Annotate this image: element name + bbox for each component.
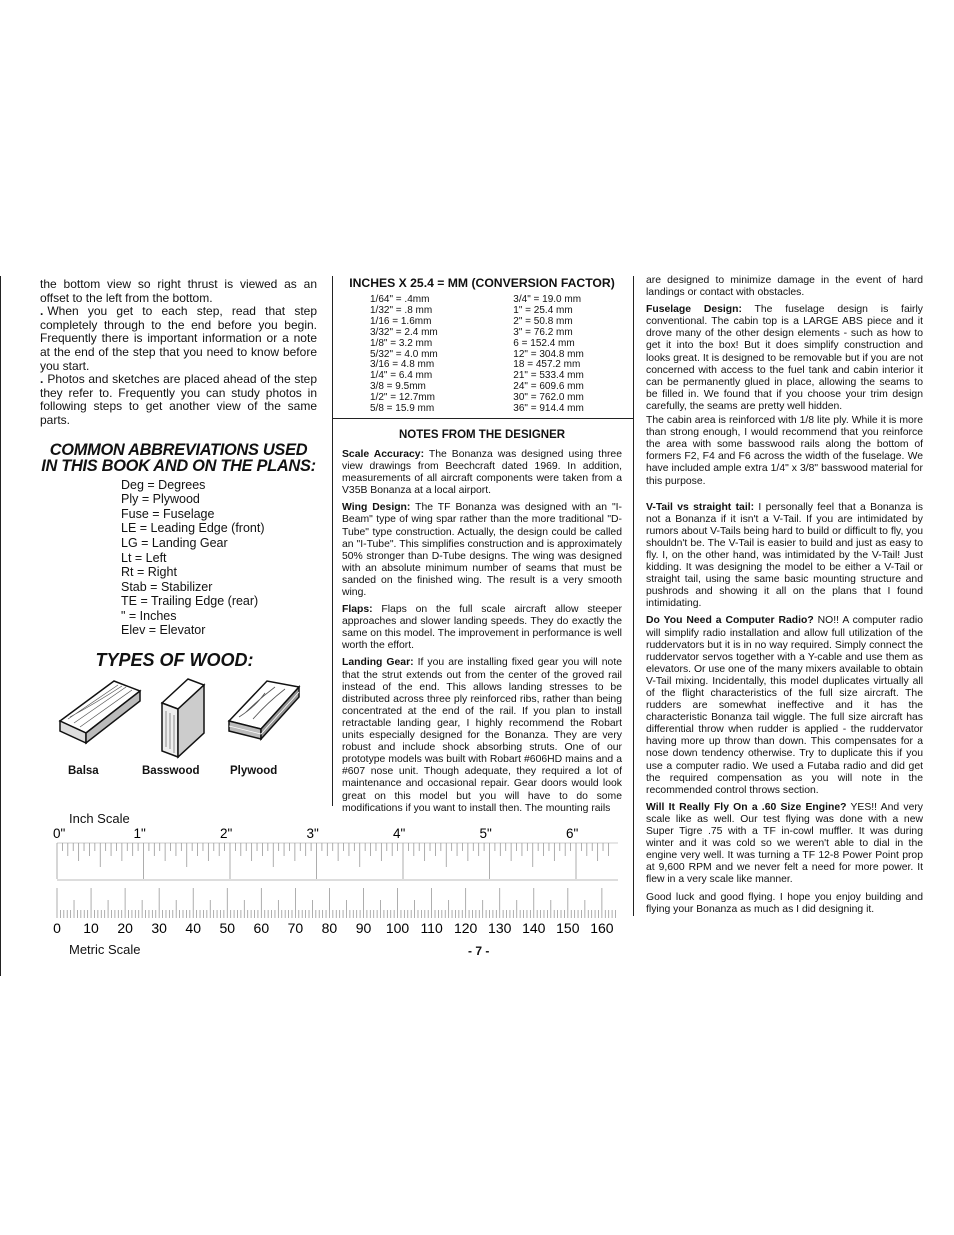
metric-label: 160 [590,920,614,936]
inch-label: 3" [306,826,319,841]
step-tip-paragraph: . When you get to each step, read that step completely through to the end before you begin. Frequently there is important information or a note at the end of the step that you need to know before you start. [40,304,317,373]
inch-label: 0" [53,826,66,841]
conversion-heading: INCHES X 25.4 = MM (CONVERSION FACTOR) [349,276,615,290]
metric-label: 60 [253,920,270,936]
conversion-row: 21" = 533.4 mm [513,370,584,382]
metric-scale-title: Metric Scale [69,942,141,957]
note-flaps: Flaps: Flaps on the full scale aircraft allow steeper approaches and slower landing speeds. They do exactly the same on this model. The improvement in performance is well worth the effort. [342,604,622,652]
conversion-row: 3/4" = 19.0 mm [513,294,582,305]
abbreviation-item: Lt = Left [121,550,167,565]
para-fuselage-design: Fuselage Design: The fuselage design is fairly conventional. The cabin top is a LARGE ABS piece and it drove many of the other design elements - such as how to get it into the box! But it does simplify construction and looks great. It is designed to be removable but if you are not concerned with access to the fuel tank and cabin interior it can be permanently glued in place, allowing the seams to be filled in. We found that if you choose your trim design carefully, the seams are pretty well hidden. [646,304,923,412]
balsa-label: Balsa [68,765,99,778]
para-engine-size: Will It Really Fly On a .60 Size Engine? YES!! And very scale like as well. Our test flying was done with a new Super Tigre .75 with a TF in-cowl muffler. It was during winter and it was cold so we weren't able to dial in the engine very well. It was turning a TF 12-8 Power Point prop at 9,600 RPM and we never felt a need for more power. It flew in a very scale like manner. [646,801,923,886]
conversion-row: 1/32" = .8 mm [370,304,433,316]
conversion-row: 3/8 = 9.5mm [370,381,426,393]
metric-label: 70 [287,920,304,936]
metric-label: 30 [151,920,167,936]
plywood-label: Plywood [230,765,278,778]
inch-label: 1" [133,826,146,841]
abbreviation-item: Fuse = Fuselage [121,506,215,521]
wood-types-heading: TYPES OF WOOD: [95,650,254,671]
metric-label: 110 [420,920,443,936]
abbreviation-item: Stab = Stabilizer [121,579,213,594]
metric-label: 120 [453,920,478,936]
conversion-row: 5/32" = 4.0 mm [370,348,438,360]
abbreviation-item: Rt = Right [121,565,177,580]
conversion-row: 36" = 914.4 mm [513,403,584,415]
basswood-label: Basswood [142,765,200,778]
abbreviation-item: Ply = Plywood [121,492,200,507]
conversion-row: 5/8 = 15.9 mm [370,403,435,415]
para-good-luck: Good luck and good flying. I hope you enjoy building and flying your Bonanza as much as I did designing it. [646,891,923,915]
abbreviation-item: " = Inches [121,608,177,623]
abbreviation-item: TE = Trailing Edge (rear) [121,594,259,609]
conversion-row: 1/64" = .4mm [370,294,430,305]
metric-label: 100 [385,920,410,936]
metric-label: 50 [219,920,236,936]
inch-scale-title: Inch Scale [69,811,130,826]
metric-label: 140 [522,920,546,936]
conversion-row: 12" = 304.8 mm [513,348,584,360]
metric-label: 10 [83,920,99,936]
metric-label: 150 [556,920,580,936]
conversion-row: 1/16 = 1.6mm [370,315,432,327]
para-cabin-area: The cabin area is reinforced with 1/8 lite ply. While it is more than strong enough, I would recommend that you reinforce the area with some basswood rails along the bottom of formers F2, F4 and F6 across the width of the fuselage. We have included ample extra 1/4" x 3/8" basswood material for this purpose. [646,415,923,487]
page-number: - 7 - [468,944,490,958]
inch-label: 2" [220,826,233,841]
metric-label: 40 [185,920,202,936]
conversion-row: 1" = 25.4 mm [513,304,573,316]
metric-label: 20 [117,920,133,936]
intro-paragraph: the bottom view so right thrust is viewed as an offset to the left from the bottom. [40,277,317,305]
conversion-row: 1/8" = 3.2 mm [370,337,433,349]
metric-label: 0 [53,920,61,936]
conversion-row: 2" = 50.8 mm [513,315,573,327]
abbreviation-item: LE = Leading Edge (front) [121,521,265,536]
conversion-row: 18 = 457.2 mm [513,359,581,371]
conversion-row: 30" = 762.0 mm [513,392,584,404]
note-wing-design: Wing Design: The TF Bonanza was designed with an "I-Beam" type of wing spar rather than the more traditional "D-Tube" type construction. Actually, the design could be called an "I-Tube". This simplifies construction and is approximately 50% stronger than D-Tube designs. The wing was designed with an absolute minimum number of seams that must be sanded on the finished wing. The result is a very smooth wing. [342,502,622,598]
inch-label: 4" [393,826,406,841]
metric-label: 90 [355,920,372,936]
conversion-row: 24" = 609.6 mm [513,381,584,393]
abbreviation-item: Deg = Degrees [121,477,206,492]
inch-label: 5" [479,826,492,841]
inch-label: 6" [566,826,579,841]
abbreviation-item: LG = Landing Gear [121,535,228,550]
conversion-row: 3/16 = 4.8 mm [370,359,435,371]
metric-label: 130 [488,920,512,936]
conversion-row: 6 = 152.4 mm [513,337,575,349]
para-computer-radio: Do You Need a Computer Radio? NO!! A computer radio will simplify radio installation and allow full utilization of the ruddervators but it is in no way required. Simply connect the ruddervator servos together with a Y-cable and use them as elevators. Or use one of the many mixers available to obtain V-Tail mixing. Incidentally, this model duplicates virtually all of the flight characteristics of the full size aircraft. The rudders are somewhat ineffective and it has the characteristic Bonanza tail wiggle. The full size aircraft has differential throw when rudder is applied - the ruddervator having more up throw than down. This compensates for a nose down tendency otherwise. Try to duplicate this if you use a computer radio. We used a Futaba radio and did get the required compensation as you will note in the recommended control throws section. [646,615,924,796]
photo-tip-paragraph: . Photos and sketches are placed ahead of the step they refer to. Frequently you can study photos in following steps to get another view of the same parts. [40,372,317,427]
conversion-row: 1/2" = 12.7mm [370,392,435,404]
para-mounting-rails: are designed to minimize damage in the event of hard landings or contact with obstacles. [646,275,923,299]
note-landing-gear: Landing Gear: If you are installing fixed gear you will note that the strut extends out from the center of the groved rail instead of the end. This allows landing stresses to be distributed across three ply reinforced ribs, rather than being concentrated at the end of the rail. If you plan to install retractable landing gear, I highly recommend the Robart units especially designed for the Bonanza. They are very robust and include shock absorbing struts. One of our prototype models was built with Robart #606HD mains and a #607 nose unit. Though adequate, they required a lot of maintenance and occasional repair. Gear doors would look great on this model but you will have to do some modifications if you want to install then. The mounting rails [342,657,622,814]
abbreviation-item: Elev = Elevator [121,623,206,638]
conversion-row: 3/32" = 2.4 mm [370,326,438,338]
note-scale-accuracy: Scale Accuracy: The Bonanza was designed using three view drawings from Beechcraft dated 1969. In addition, measurements of all aircraft components were taken from a V35B Bonanza at a local airport. [342,448,622,497]
metric-label: 80 [321,920,338,936]
abbreviations-heading: COMMON ABBREVIATIONS USED IN THIS BOOK AND ON THE PLANS: [41,440,316,475]
designer-notes-heading: NOTES FROM THE DESIGNER [398,428,566,441]
conversion-row: 1/4" = 6.4 mm [370,370,433,382]
para-vtail: V-Tail vs straight tail: I personally feel that a Bonanza is not a Bonanza if it isn't a V-Tail. If you are intimidated by rumors about V-Tails being hard to build or difficult to fly, you shouldn't be. The V-Tail is easier to build and just as easy to fly. I, on the other hand, was intimidated by the V-Tail! Just kidding. It was designing the model to be either a V-Tail or straight tail, using the same basic mounting structure and pushrods and showing it all on the plans that I found intimidating. [646,501,923,610]
conversion-row: 3" = 76.2 mm [513,326,573,338]
